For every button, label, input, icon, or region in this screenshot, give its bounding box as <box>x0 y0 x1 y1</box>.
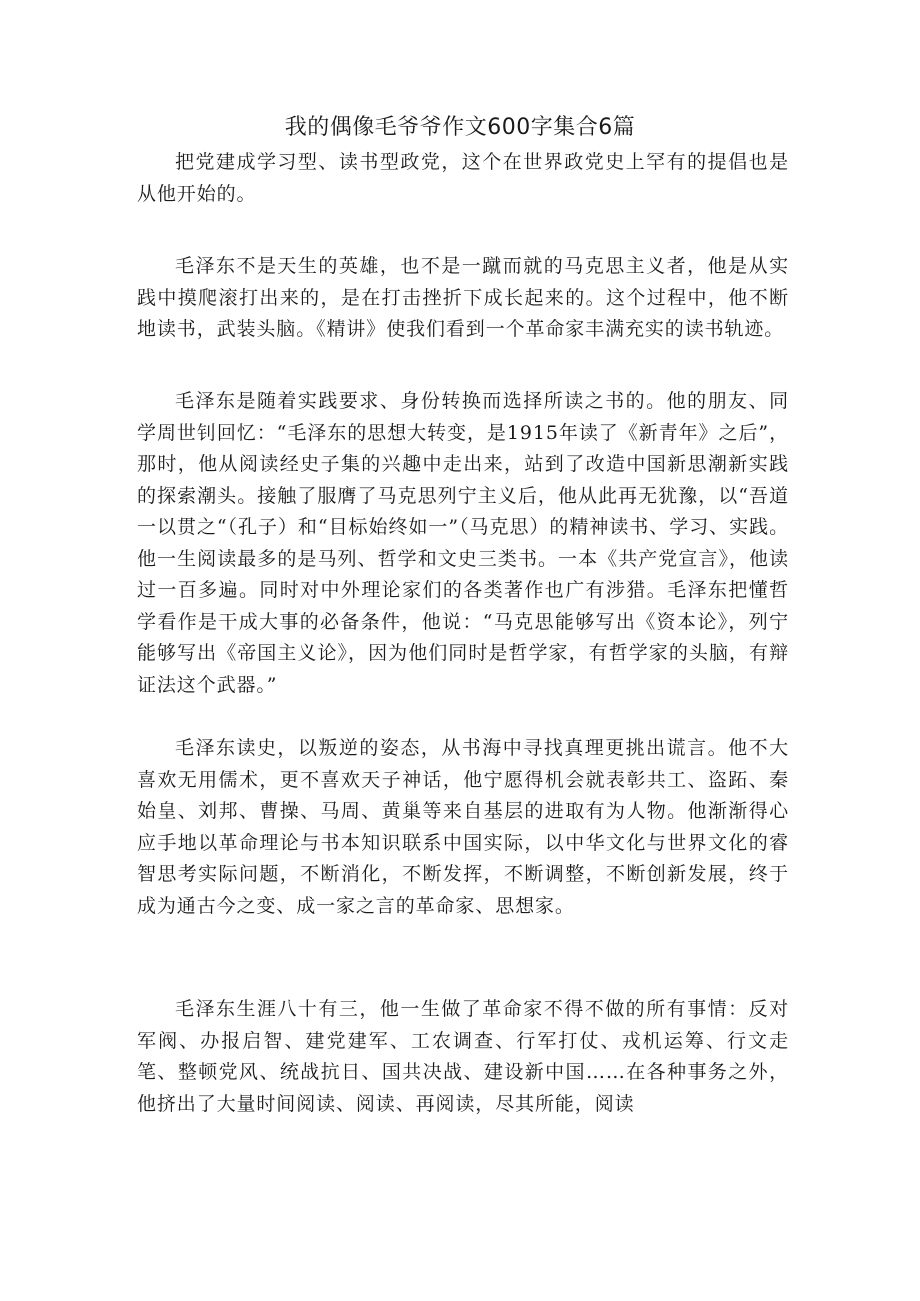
paragraph-2: 毛泽东不是天生的英雄，也不是一蹴而就的马克思主义者，他是从实践中摸爬滚打出来的，是在打击挫折下成长起来的。这个过程中，他不断地读书，武装头脑。《精讲》使我们看到一个革命家丰满充实的读书轨迹。 <box>137 255 789 340</box>
paragraph-4: 毛泽东读史，以叛逆的姿态，从书海中寻找真理更挑出谎言。他不大喜欢无用儒术，更不喜欢天子神话，他宁愿得机会就表彰共工、盗跖、秦始皇、刘邦、曹操、马周、黄巢等来自基层的进取有为人物。他渐渐得心应手地以革命理论与书本知识联系中国实际，以中华文化与世界文化的睿智思考实际问题，不断消化，不断发挥，不断调整，不断创新发展，终于成为通古今之变、成一家之言的革命家、思想家。 <box>137 737 789 917</box>
paragraph-5: 毛泽东生涯八十有三，他一生做了革命家不得不做的所有事情：反对军阀、办报启智、建党建军、工农调查、行军打仗、戎机运筹、行文走笔、整顿党风、统战抗日、国共决战、建设新中国……在各种事务之外，他挤出了大量时间阅读、阅读、再阅读，尽其所能，阅读 <box>137 998 789 1115</box>
document-title: 我的偶像毛爷爷作文600字集合6篇 <box>284 115 636 140</box>
paragraph-3: 毛泽东是随着实践要求、身份转换而选择所读之书的。他的朋友、同学周世钊回忆：“毛泽东的思想大转变，是1915年读了《新青年》之后”，那时，他从阅读经史子集的兴趣中走出来，站到了改造中国新思潮新实践的探索潮头。接触了服膺了马克思列宁主义后，他从此再无犹豫，以“吾道一以贯之“（孔子）和“目标始终如一”（马克思）的精神读书、学习、实践。他一生阅读最多的是马列、哲学和文史三类书。一本《共产党宣言》，他读过一百多遍。同时对中外理论家们的各类著作也广有涉猎。毛泽东把懂哲学看作是干成大事的必备条件，他说：“马克思能够写出《资本论》，列宁能够写出《帝国主义论》，因为他们同时是哲学家，有哲学家的头脑，有辩证法这个武器。” <box>137 390 789 696</box>
paragraph-1: 把党建成学习型、读书型政党，这个在世界政党史上罕有的提倡也是从他开始的。 <box>137 151 789 205</box>
